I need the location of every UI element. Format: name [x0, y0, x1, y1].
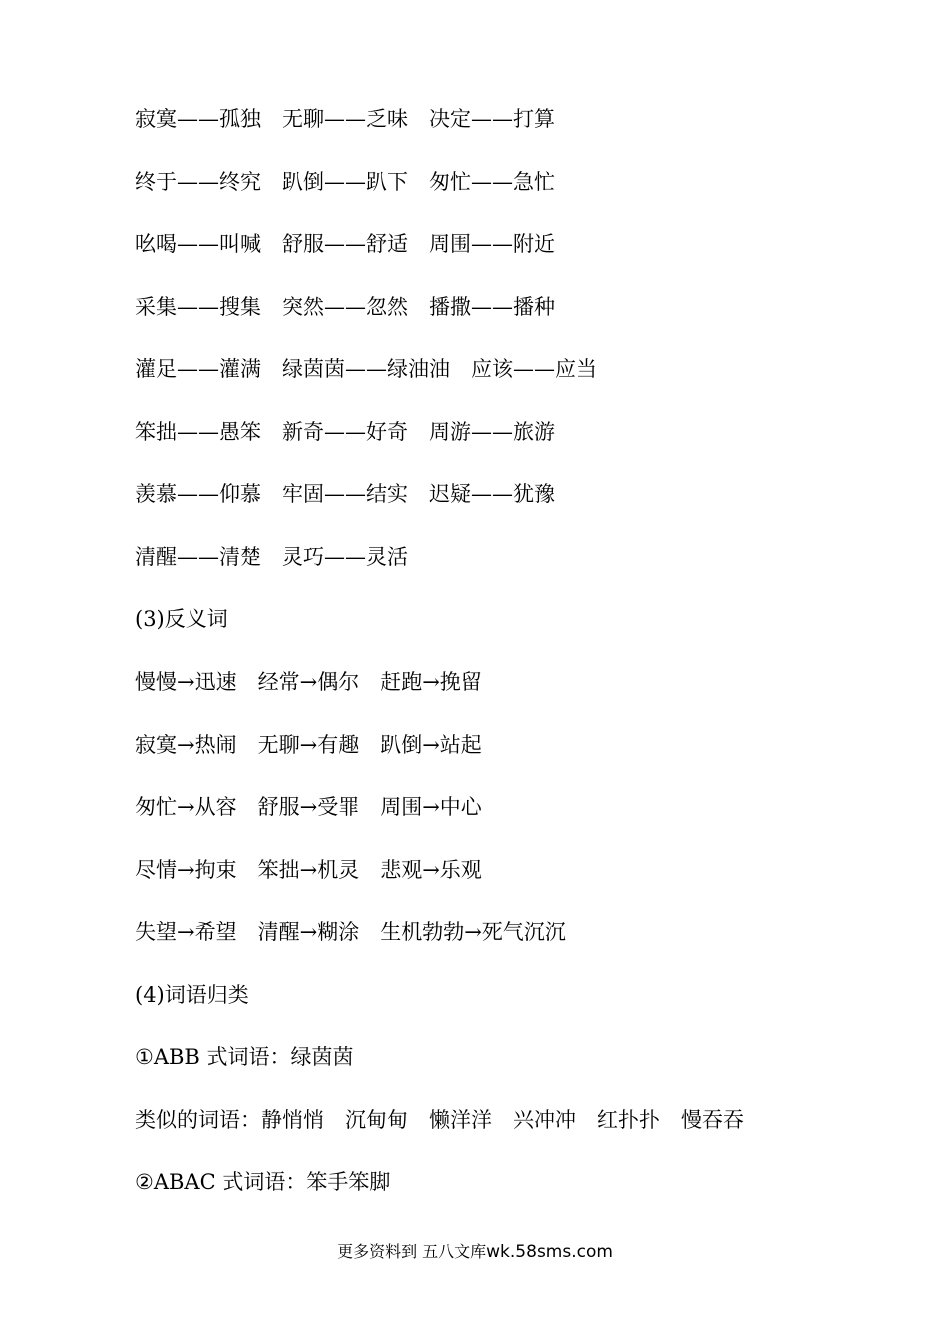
- antonym-line-3: 匆忙→从容 舒服→受罪 周围→中心: [135, 795, 482, 819]
- synonym-line-2: 终于——终究 趴倒——趴下 匆忙——急忙: [135, 170, 555, 194]
- synonym-line-3: 吆喝——叫喊 舒服——舒适 周围——附近: [135, 232, 555, 256]
- footer-domain-link[interactable]: wk.58sms.com: [486, 1242, 613, 1262]
- abb-pattern-line: ①ABB 式词语：绿茵茵: [135, 1045, 354, 1069]
- synonym-line-7: 羡慕——仰慕 牢固——结实 迟疑——犹豫: [135, 482, 555, 506]
- footer-prefix: 更多资料到 五八文库: [337, 1242, 487, 1261]
- section-heading-antonyms: (3)反义词: [135, 607, 228, 631]
- abac-pattern-line: ②ABAC 式词语：笨手笨脚: [135, 1170, 391, 1194]
- synonym-line-5: 灌足——灌满 绿茵茵——绿油油 应该——应当: [135, 357, 597, 381]
- synonym-line-6: 笨拙——愚笨 新奇——好奇 周游——旅游: [135, 420, 555, 444]
- antonym-line-4: 尽情→拘束 笨拙→机灵 悲观→乐观: [135, 858, 482, 882]
- section-heading-word-classification: (4)词语归类: [135, 983, 249, 1007]
- synonym-line-8: 清醒——清楚 灵巧——灵活: [135, 545, 408, 569]
- similar-words-line: 类似的词语：静悄悄 沉甸甸 懒洋洋 兴冲冲 红扑扑 慢吞吞: [135, 1108, 744, 1132]
- antonym-line-2: 寂寞→热闹 无聊→有趣 趴倒→站起: [135, 733, 482, 757]
- antonym-line-5: 失望→希望 清醒→糊涂 生机勃勃→死气沉沉: [135, 920, 566, 944]
- synonym-line-4: 采集——搜集 突然——忽然 播撒——播种: [135, 295, 555, 319]
- page-footer: [0, 1240, 950, 1264]
- antonym-line-1: 慢慢→迅速 经常→偶尔 赶跑→挽留: [135, 670, 482, 694]
- synonym-line-1: 寂寞——孤独 无聊——乏味 决定——打算: [135, 107, 555, 131]
